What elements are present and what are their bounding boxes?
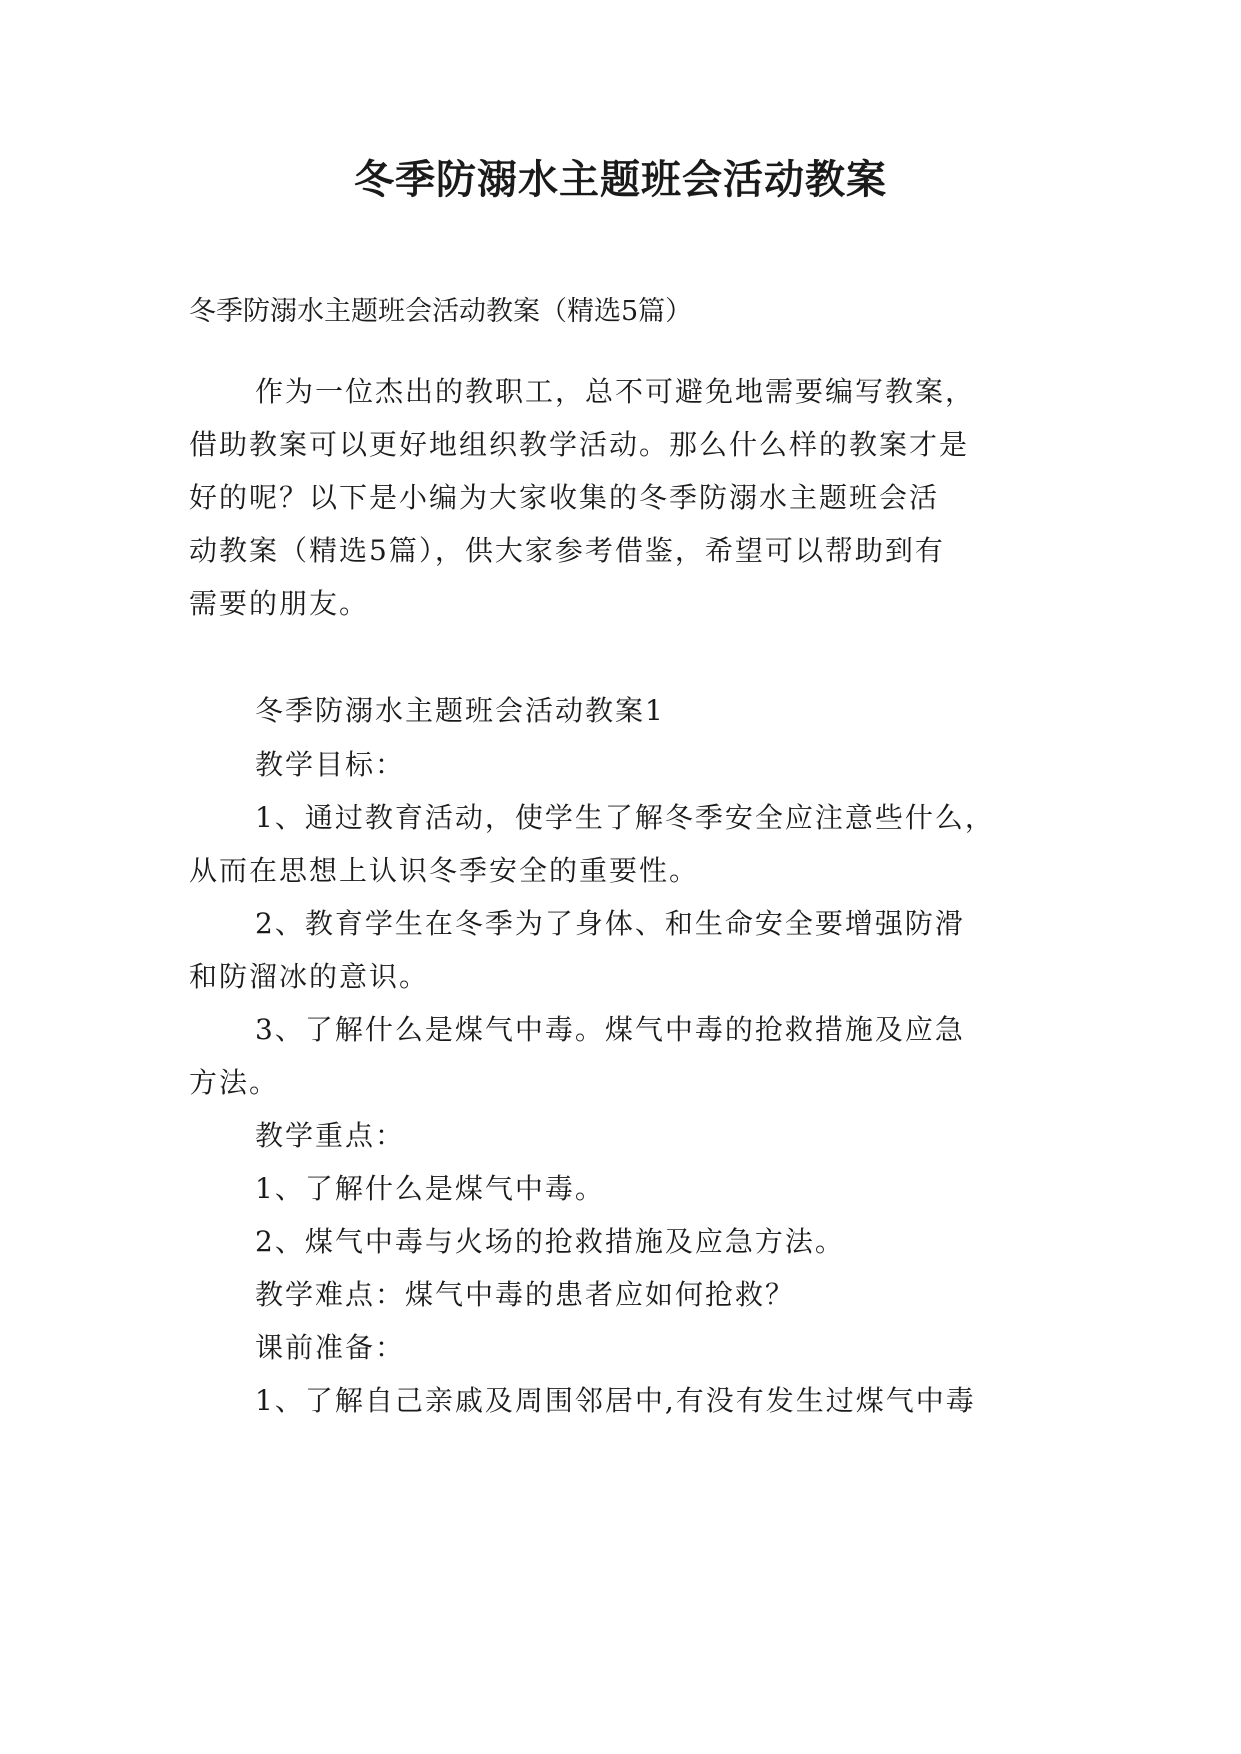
- intro-line: 好的呢？以下是小编为大家收集的冬季防溺水主题班会活: [189, 481, 940, 514]
- intro-line: 借助教案可以更好地组织教学活动。那么什么样的教案才是: [189, 428, 970, 461]
- intro-line: 作为一位杰出的教职工，总不可避免地需要编写教案，: [255, 375, 976, 408]
- section-heading: 冬季防溺水主题班会活动教案1: [255, 694, 665, 727]
- intro-line: 动教案（精选5篇），供大家参考借鉴，希望可以帮助到有: [189, 534, 945, 567]
- body-line: 2、煤气中毒与火场的抢救措施及应急方法。: [255, 1225, 845, 1258]
- body-line: 教学目标：: [255, 748, 406, 781]
- body-line: 课前准备：: [255, 1331, 406, 1364]
- body-line: 1、通过教育活动，使学生了解冬季安全应注意些什么，: [255, 801, 995, 834]
- body-line: 1、了解自己亲戚及周围邻居中,有没有发生过煤气中毒: [255, 1384, 976, 1417]
- body-line: 2、教育学生在冬季为了身体、和生命安全要增强防滑: [255, 907, 965, 940]
- body-line: 3、了解什么是煤气中毒。煤气中毒的抢救措施及应急: [255, 1013, 965, 1046]
- body-line: 和防溜冰的意识。: [189, 960, 430, 993]
- body-line: 教学难点：煤气中毒的患者应如何抢救？: [255, 1278, 796, 1311]
- body-line: 从而在思想上认识冬季安全的重要性。: [189, 854, 700, 887]
- body-line: 教学重点：: [255, 1119, 406, 1152]
- document-title: 冬季防溺水主题班会活动教案: [354, 156, 887, 203]
- body-line: 方法。: [189, 1066, 280, 1099]
- body-line: 1、了解什么是煤气中毒。: [255, 1172, 605, 1205]
- document-subtitle: 冬季防溺水主题班会活动教案（精选5篇）: [189, 296, 693, 327]
- intro-line: 需要的朋友。: [189, 587, 370, 620]
